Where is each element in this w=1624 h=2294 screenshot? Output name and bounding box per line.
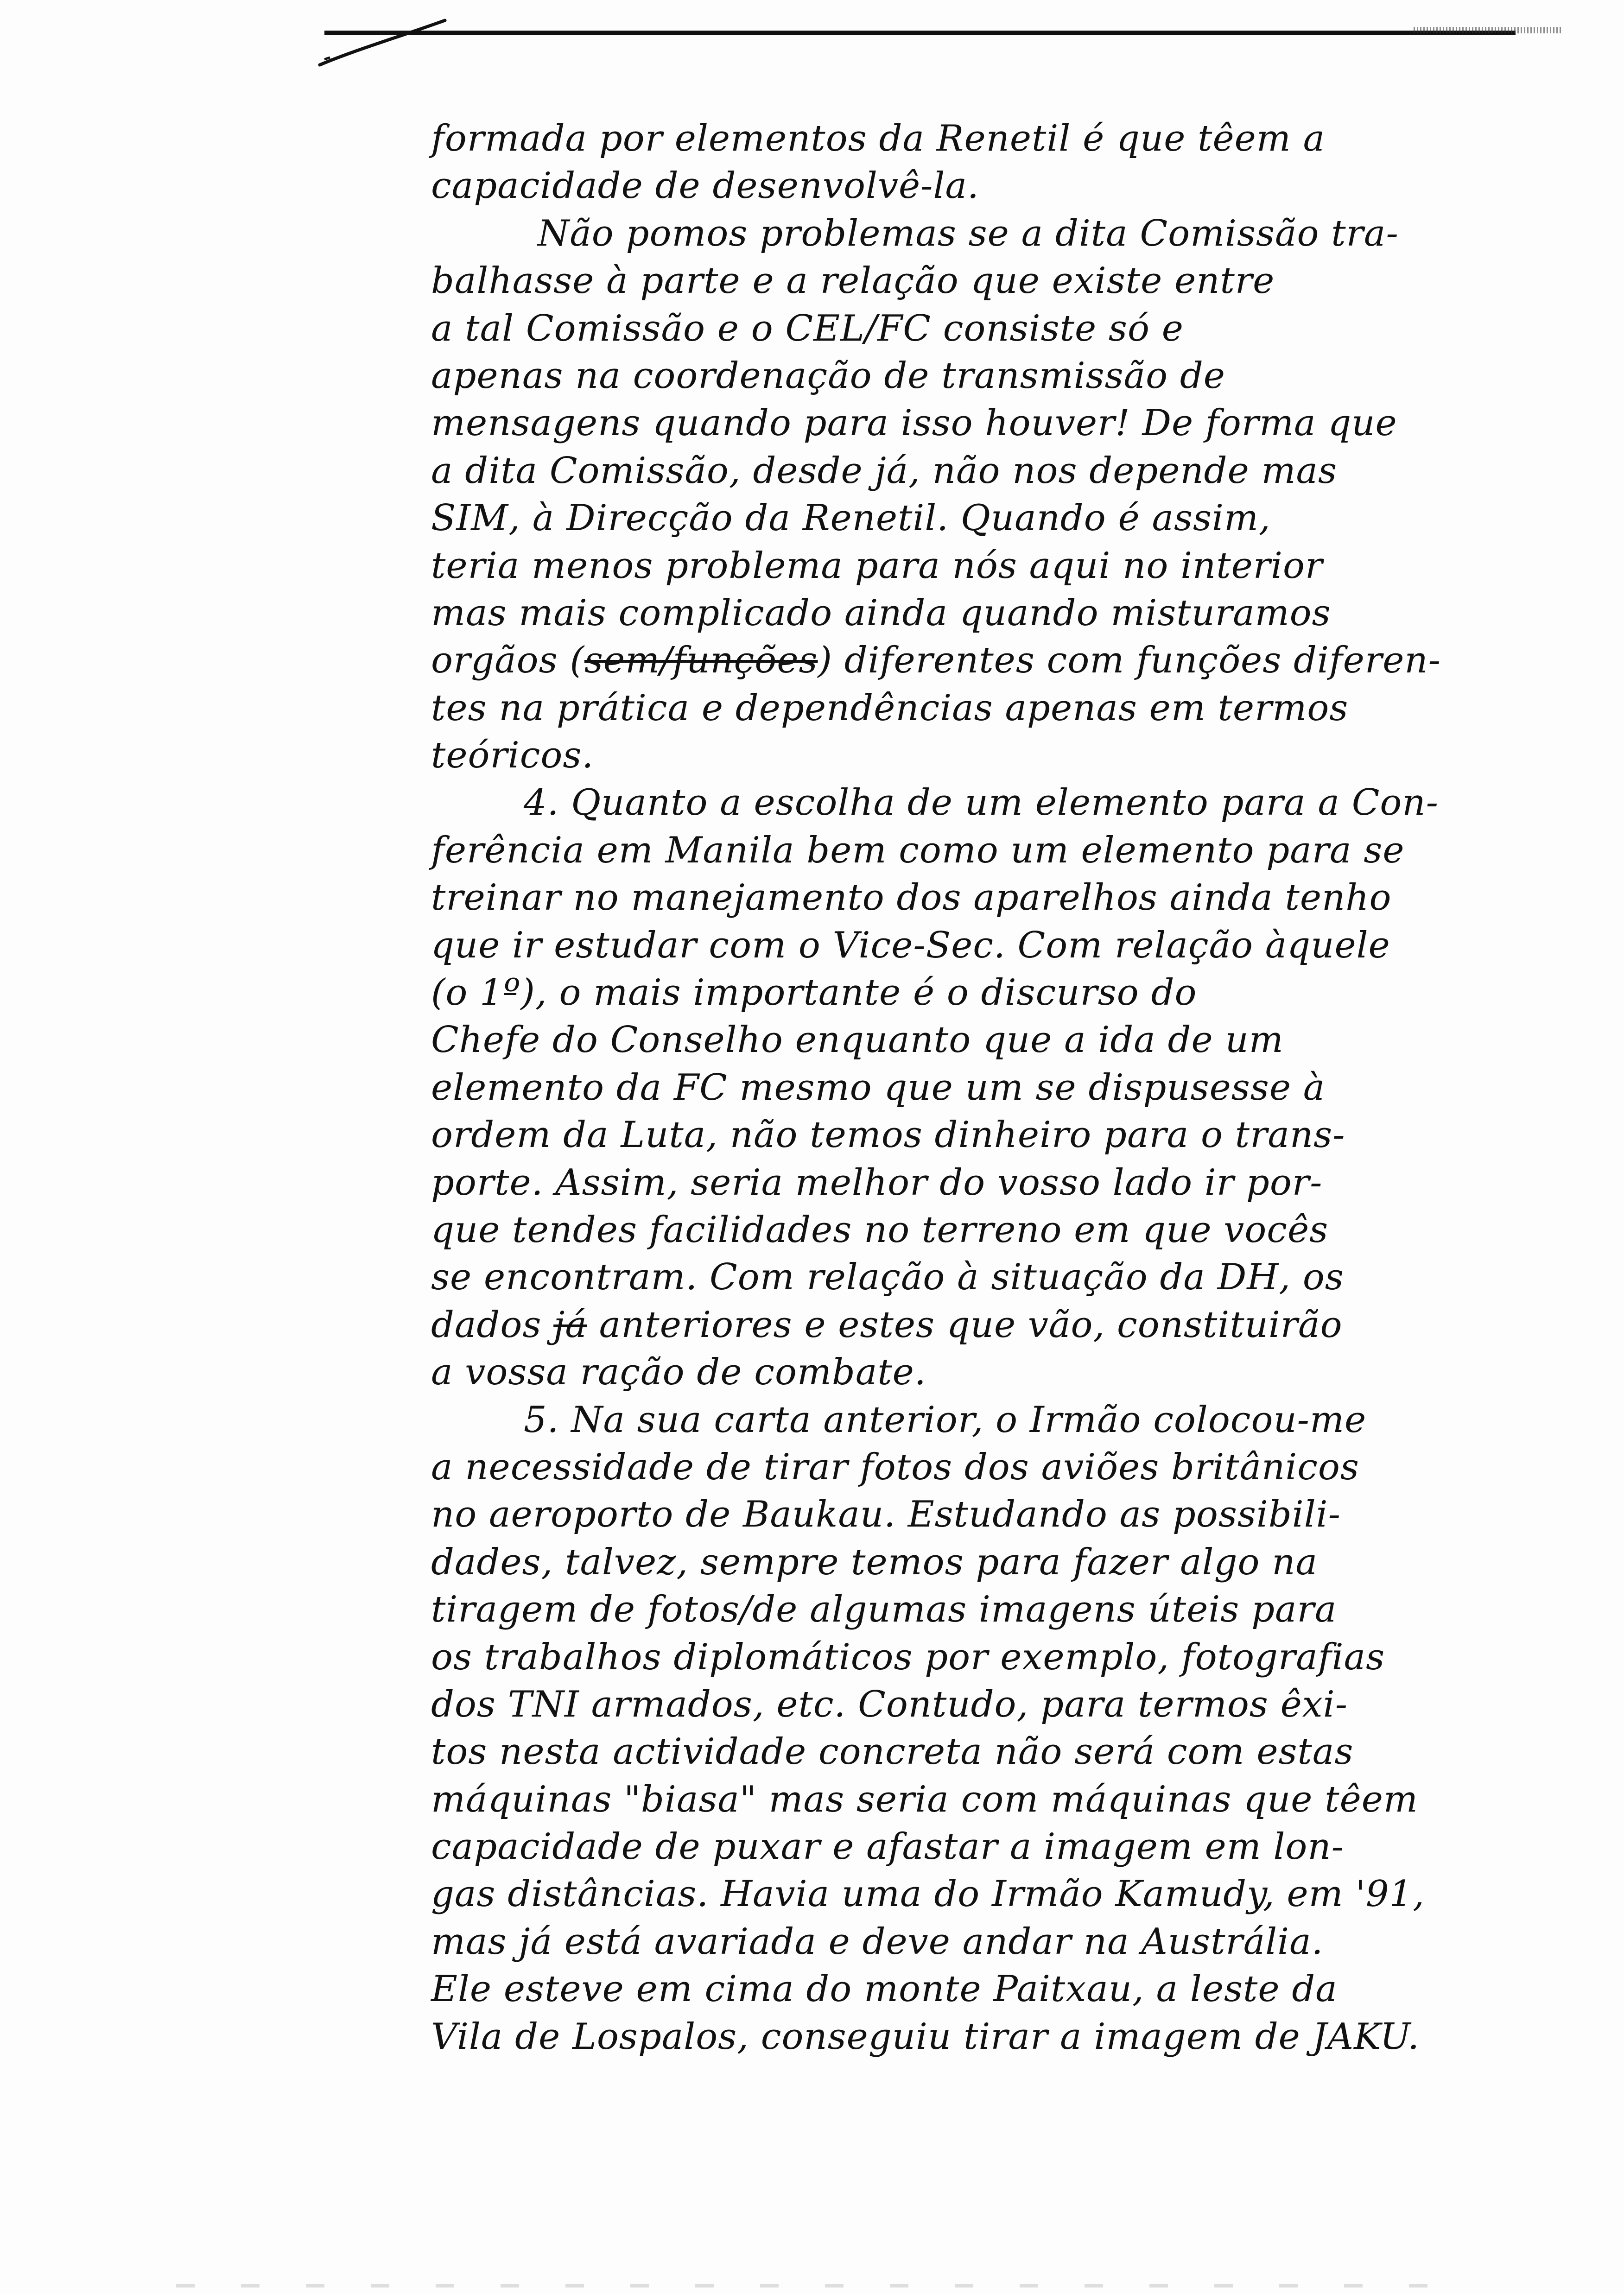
struck-out-word: sem/funções: [584, 640, 818, 682]
letter-line: Não pomos problemas se a dita Comissão tra-: [538, 212, 1399, 254]
letter-line: treinar no manejamento dos aparelhos ainda tenho: [431, 877, 1392, 919]
letter-line: porte. Assim, seria melhor do vosso lado ir por-: [431, 1161, 1323, 1204]
letter-line: teria menos problema para nós aqui no interior: [431, 545, 1323, 587]
letter-line: apenas na coordenação de transmissão de: [431, 355, 1225, 397]
letter-line: formada por elementos da Renetil é que têem a: [431, 118, 1326, 159]
letter-line: os trabalhos diplomáticos por exemplo, fotografias: [431, 1636, 1385, 1678]
letter-line: [431, 637, 1441, 684]
handwritten-letter-body: [431, 115, 1441, 2060]
letter-line: teóricos.: [431, 735, 594, 777]
letter-line: Ele esteve em cima do monte Paitxau, a leste da: [431, 1968, 1338, 2010]
line-fragment: orgãos (: [431, 640, 584, 682]
letter-line: Chefe do Conselho enquanto que a ida de um: [431, 1019, 1284, 1061]
letter-line: mensagens quando para isso houver! De forma que: [431, 402, 1397, 444]
letter-line: no aeroporto de Baukau. Estudando as possibili-: [431, 1494, 1341, 1536]
letter-line: elemento da FC mesmo que um se dispusesse à: [431, 1066, 1326, 1109]
letter-line: tos nesta actividade concreta não será com estas: [431, 1731, 1354, 1773]
bottom-scan-artifact: [176, 2284, 1427, 2288]
letter-line: ordem da Luta, não temos dinheiro para o trans-: [431, 1114, 1345, 1156]
top-border-line: [324, 31, 1516, 35]
line-fragment: anteriores e estes que vão, constituirão: [587, 1304, 1343, 1346]
line-fragment: ) diferentes com funções diferen-: [818, 640, 1441, 682]
letter-line: máquinas "biasa" mas seria com máquinas que têem: [431, 1778, 1418, 1820]
line-fragment: dados: [431, 1304, 554, 1346]
letter-line: SIM, à Direcção da Renetil. Quando é assim,: [431, 497, 1271, 539]
letter-line: a vossa ração de combate.: [431, 1351, 926, 1394]
letter-line: que ir estudar com o Vice-Sec. Com relação àquele: [431, 924, 1390, 966]
letter-line: a tal Comissão e o CEL/FC consiste só e: [431, 307, 1184, 349]
letter-line: [431, 1301, 1441, 1349]
letter-line: a dita Comissão, desde já, não nos depende mas: [431, 450, 1338, 492]
letter-line: dades, talvez, sempre temos para fazer algo na: [431, 1541, 1318, 1583]
letter-line: 4. Quanto a escolha de um elemento para a Con-: [524, 782, 1439, 824]
letter-line: se encontram. Com relação à situação da DH, os: [431, 1256, 1344, 1299]
letter-line: gas distâncias. Havia uma do Irmão Kamudy, em '91,: [431, 1873, 1425, 1915]
letter-line: que tendes facilidades no terreno em que vocês: [431, 1209, 1329, 1251]
top-border-scan-noise: [1414, 27, 1562, 33]
letter-line: dos TNI armados, etc. Contudo, para termos êxi-: [431, 1683, 1348, 1725]
letter-line: tiragem de fotos/de algumas imagens úteis para: [431, 1589, 1337, 1631]
struck-out-word: já: [553, 1304, 587, 1346]
letter-line: balhasse à parte e a relação que existe entre: [431, 260, 1275, 302]
letter-line: mas mais complicado ainda quando misturamos: [431, 592, 1331, 634]
letter-line: a necessidade de tirar fotos dos aviões britânicos: [431, 1446, 1359, 1488]
letter-line: 5. Na sua carta anterior, o Irmão colocou-me: [524, 1399, 1367, 1441]
letter-line: Vila de Lospalos, conseguiu tirar a imagem de JAKU.: [431, 2015, 1420, 2058]
letter-line: tes na prática e dependências apenas em termos: [431, 687, 1349, 729]
letter-line: mas já está avariada e deve andar na Austrália.: [431, 1920, 1324, 1963]
letter-line: (o 1º), o mais importante é o discurso do: [431, 972, 1197, 1014]
letter-line: capacidade de desenvolvê-la.: [431, 165, 979, 207]
letter-line: ferência em Manila bem como um elemento para se: [431, 829, 1405, 871]
letter-line: capacidade de puxar e afastar a imagem em lon-: [431, 1826, 1344, 1868]
